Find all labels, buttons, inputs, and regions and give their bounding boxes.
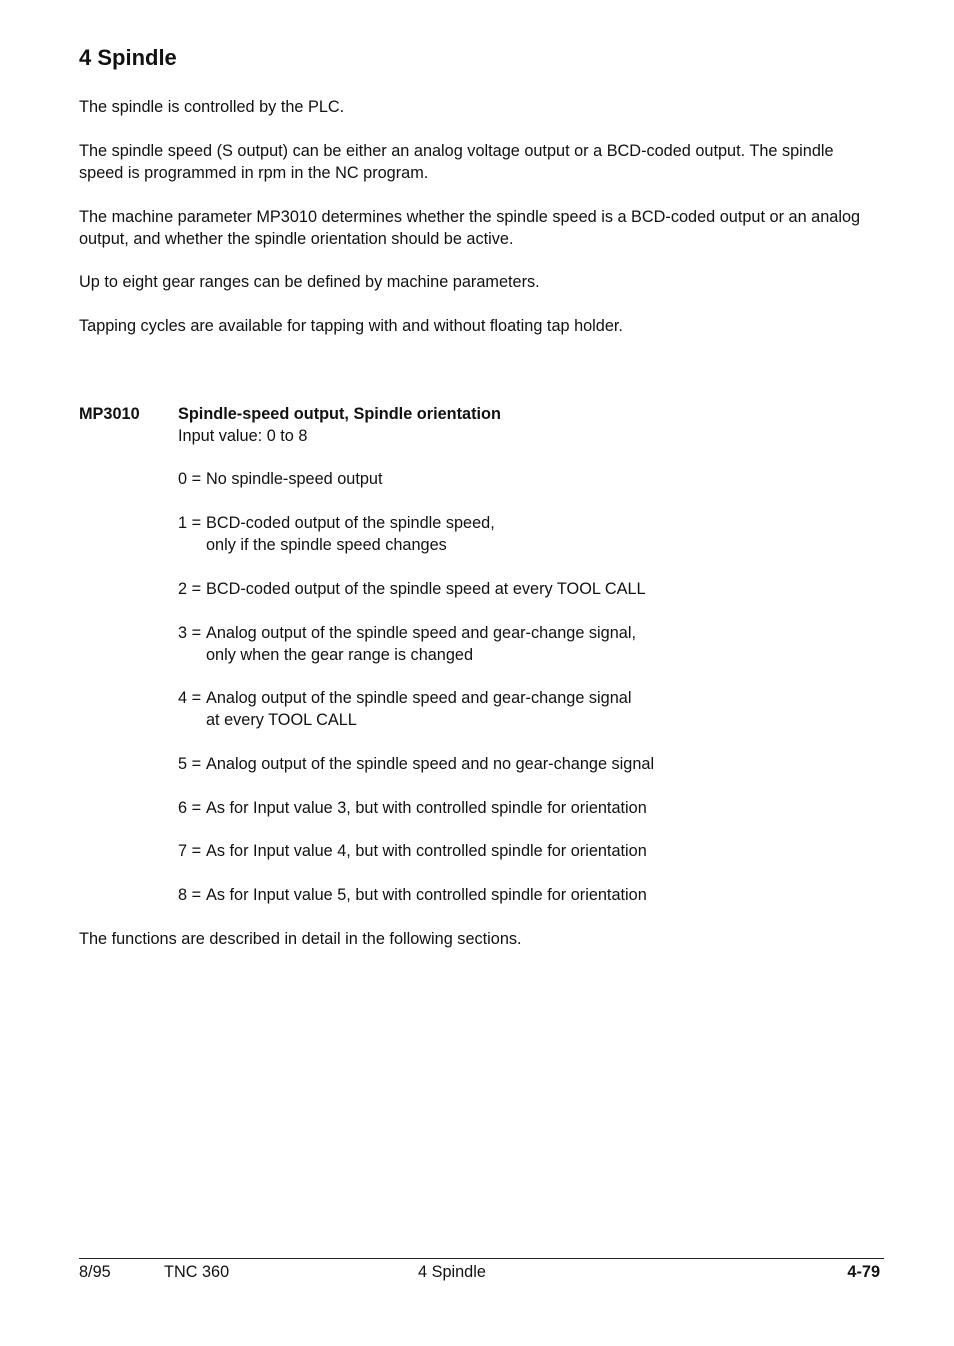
parameter-title: Spindle-speed output, Spindle orientation <box>178 405 501 423</box>
parameter-input-range: Input value: 0 to 8 <box>178 427 308 445</box>
option-text: Analog output of the spindle speed and gear-change signal, <box>206 624 636 642</box>
footer-date: 8/95 <box>79 1263 111 1281</box>
option-text: Analog output of the spindle speed and no gear-change signal <box>206 755 655 773</box>
option-number: 4 = <box>178 689 202 707</box>
intro-paragraph-3: The machine parameter MP3010 determines whether the spindle speed is a BCD-coded output or an analog output, and whether the spindle orientation should be active. <box>79 208 861 248</box>
option-text: BCD-coded output of the spindle speed at every TOOL CALL <box>206 580 646 598</box>
option-text: No spindle-speed output <box>206 470 383 488</box>
footer-divider <box>79 1258 884 1259</box>
option-text: As for Input value 4, but with controlled spindle for orientation <box>206 842 647 860</box>
option-text-continued: at every TOOL CALL <box>206 711 357 729</box>
closing-paragraph: The functions are described in detail in the following sections. <box>79 930 522 948</box>
option-item <box>178 468 878 490</box>
option-number: 5 = <box>178 755 202 773</box>
footer-page-number: 4-79 <box>847 1263 880 1281</box>
intro-paragraph-5: Tapping cycles are available for tapping with and without floating tap holder. <box>79 317 623 335</box>
intro-paragraph-4: Up to eight gear ranges can be defined by machine parameters. <box>79 273 540 291</box>
option-item <box>178 884 878 906</box>
intro-paragraph-1: The spindle is controlled by the PLC. <box>79 98 345 116</box>
option-item <box>178 797 878 819</box>
option-text-continued: only when the gear range is changed <box>206 646 474 664</box>
option-item <box>178 622 878 666</box>
parameter-code: MP3010 <box>79 405 140 423</box>
page-title: 4 Spindle <box>79 45 177 70</box>
option-number: 6 = <box>178 799 202 817</box>
option-number: 3 = <box>178 624 202 642</box>
option-item <box>178 687 878 731</box>
footer-model: TNC 360 <box>164 1263 230 1281</box>
option-item <box>178 578 878 600</box>
option-number: 2 = <box>178 580 202 598</box>
footer-section: 4 Spindle <box>418 1263 486 1281</box>
option-text: BCD-coded output of the spindle speed, <box>206 514 495 532</box>
option-item <box>178 753 878 775</box>
option-text: As for Input value 5, but with controlled spindle for orientation <box>206 886 647 904</box>
option-number: 7 = <box>178 842 202 860</box>
option-number: 1 = <box>178 514 202 532</box>
option-text-continued: only if the spindle speed changes <box>206 536 447 554</box>
option-item <box>178 512 878 556</box>
option-text: Analog output of the spindle speed and gear-change signal <box>206 689 632 707</box>
option-item <box>178 840 878 862</box>
option-text: As for Input value 3, but with controlled spindle for orientation <box>206 799 647 817</box>
option-number: 0 = <box>178 470 202 488</box>
intro-paragraph-2: The spindle speed (S output) can be either an analog voltage output or a BCD-coded output. The spindle speed is programmed in rpm in the NC program. <box>79 142 834 182</box>
option-number: 8 = <box>178 886 202 904</box>
